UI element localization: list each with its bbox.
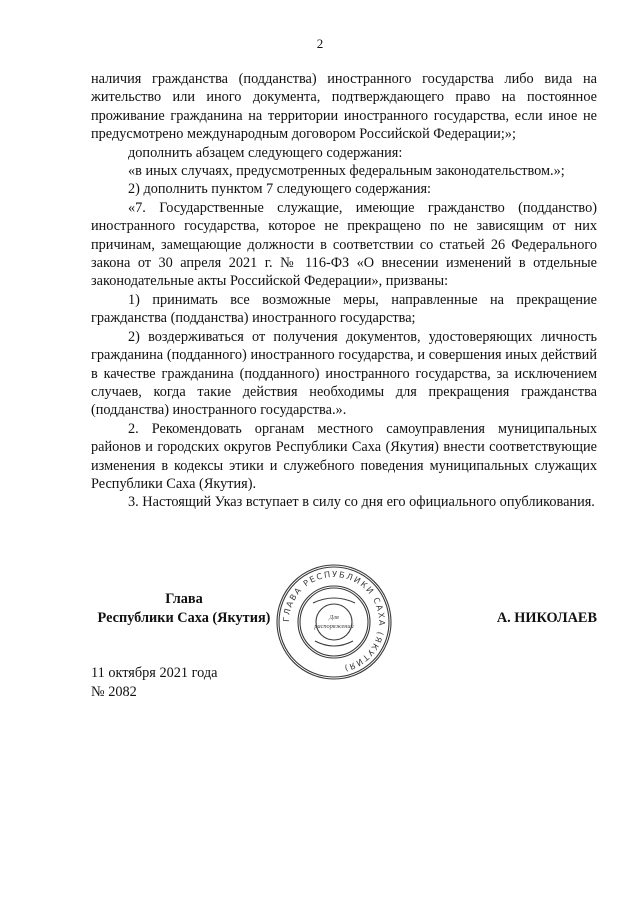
signatory-name: А. НИКОЛАЕВ: [496, 610, 597, 626]
paragraph: 1) принимать все возможные меры, направленные на прекращение гражданства (подданства) иностранного государства;: [91, 291, 597, 327]
seal-center-line1: Для: [329, 614, 339, 621]
paragraph: «7. Государственные служащие, имеющие гражданство (подданство) иностранного государства, которое не прекращено по не зависящим от них причинам, замещающие должности в соответствии со статьей 26 Федерального закона от 30 апреля 2021 г. № 116-ФЗ «О внесении изменений в отдельные законодательные акты Российской Федерации», призваны:: [91, 199, 597, 290]
decree-date: 11 октября 2021 года: [91, 665, 218, 681]
signatory-title-line1: Глава: [165, 591, 203, 607]
paragraph: наличия гражданства (подданства) иностранного государства либо вида на жительство или иного документа, подтверждающего право на постоянное проживание гражданина на территории иностранного государства, если иное не предусмотрено международным договором Российской Федерации;»;: [91, 71, 597, 143]
decree-number: № 2082: [91, 684, 137, 700]
official-seal-icon: [275, 563, 393, 681]
paragraph: «в иных случаях, предусмотренных федеральным законодательством.»;: [128, 163, 565, 180]
paragraph: 2) дополнить пунктом 7 следующего содержания:: [128, 181, 432, 198]
paragraph: 2. Рекомендовать органам местного самоуправления муниципальных районов и городских округов Республики Саха (Якутия) внести соответствующие изменения в кодексы этики и служебного поведения муниципальных служащих Республики Саха (Якутия).: [91, 420, 597, 492]
page-number: 2: [316, 36, 324, 51]
seal-center-line2: распоряжений: [314, 623, 354, 630]
signatory-title: [91, 590, 277, 628]
seal-outer-text: ГЛАВА РЕСПУБЛИКИ САХА (ЯКУТИЯ): [280, 568, 388, 674]
decree-body: [91, 70, 597, 512]
paragraph: 3. Настоящий Указ вступает в силу со дня его официального опубликования.: [128, 494, 595, 511]
signatory-title-line2: Республики Саха (Якутия): [97, 610, 271, 626]
paragraph: 2) воздерживаться от получения документов, удостоверяющих личность гражданина (подданного) иностранного государства, и совершения иных действий в качестве гражданина (подданного) иностранного государства, за исключением случаев, когда такие действия необходимы для прекращения гражданства (подданства) иностранного государства.».: [91, 328, 597, 419]
paragraph: дополнить абзацем следующего содержания:: [128, 144, 403, 161]
